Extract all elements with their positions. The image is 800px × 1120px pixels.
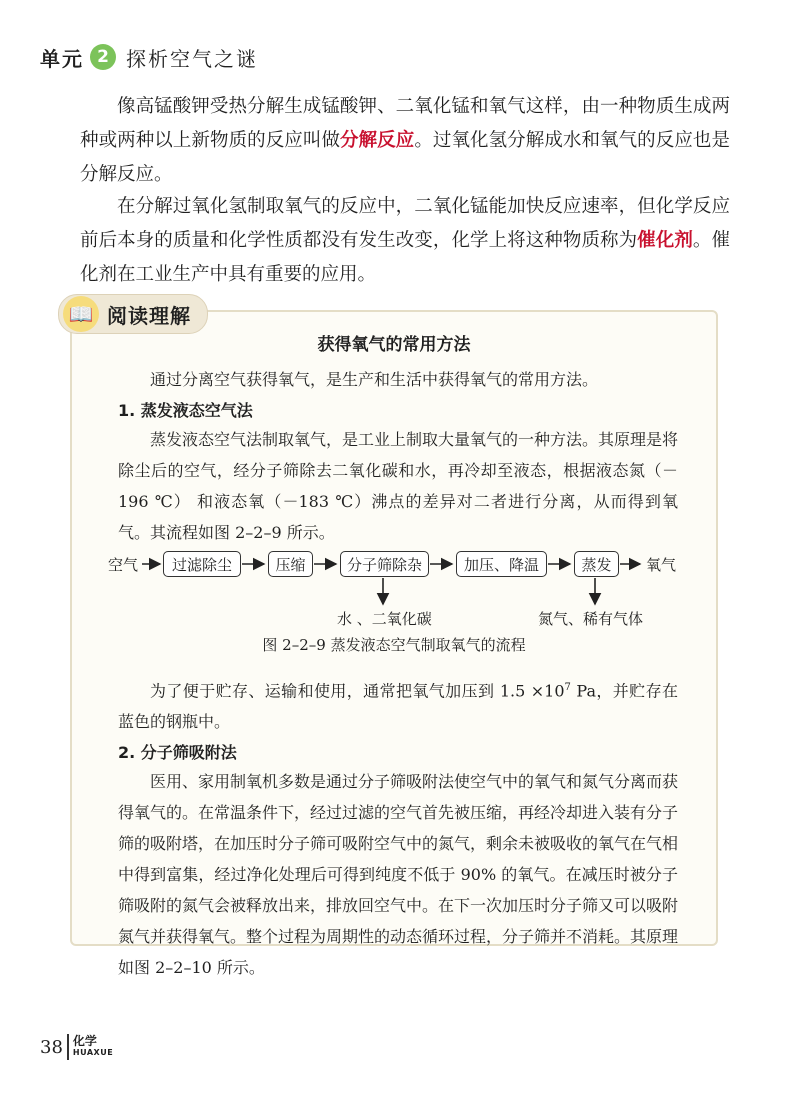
book-reading-icon: 📖 — [63, 296, 99, 332]
unit-number-badge: 2 — [90, 44, 116, 70]
subject-pinyin: HUAXUE — [72, 1048, 114, 1057]
flow-step-molecular-sieve: 分子筛除杂 — [340, 551, 429, 577]
page-number: 38 — [40, 1036, 63, 1058]
storage-text — [118, 672, 678, 737]
unit-header — [40, 40, 258, 74]
subject-label — [73, 1035, 113, 1059]
flow-step-pressurize-cool: 加压、降温 — [456, 551, 547, 577]
page-footer — [40, 1034, 113, 1060]
flow-byproduct-water-co2: 水 、二氧化碳 — [337, 610, 432, 628]
figure-caption: 图 2–2–9 蒸发液态空气制取氧气的流程 — [262, 636, 526, 654]
section-1-title: 1. 蒸发液态空气法 — [118, 401, 253, 420]
paragraph-text: 。过氧化氢分解成水和氧气的反应也是分解反应。 — [80, 130, 730, 185]
storage-exponent: 7 — [564, 682, 571, 693]
flow-start-air: 空气 — [108, 556, 139, 574]
reading-tab-label: 阅读理解 — [107, 303, 191, 328]
storage-text-b: Pa，并贮存在蓝色的钢瓶中。 — [118, 681, 678, 732]
term-catalyst: 催化剂 — [637, 230, 693, 251]
term-decomposition-reaction: 分解反应 — [340, 130, 415, 151]
reading-intro: 通过分离空气获得氧气，是生产和生活中获得氧气的常用方法。 — [150, 370, 599, 389]
flow-byproduct-nitrogen: 氮气、稀有气体 — [538, 610, 644, 628]
reading-box — [70, 310, 718, 977]
footer-divider — [67, 1034, 69, 1060]
storage-text-a: 为了便于贮存、运输和使用，通常把氧气加压到 1.5 ×10 — [150, 681, 565, 701]
paragraph-decomposition — [80, 90, 730, 192]
unit-title: 探析空气之谜 — [126, 46, 258, 71]
unit-label: 单元 — [40, 46, 84, 71]
paragraph-text: 。催化剂在工业生产中具有重要的应用。 — [80, 230, 730, 285]
paragraph-text: 像高锰酸钾受热分解生成锰酸钾、二氧化锰和氧气这样，由一种物质生成两种或两种以上新物质的反应叫做 — [80, 96, 730, 151]
paragraph-catalyst — [80, 190, 730, 292]
flow-step-filter: 过滤除尘 — [163, 551, 241, 577]
reading-tab — [58, 294, 208, 334]
section-2-title: 2. 分子筛吸附法 — [118, 743, 237, 762]
section-1-text: 蒸发液态空气法制取氧气，是工业上制取大量氧气的一种方法。其原理是将除尘后的空气，经分子筛除去二氧化碳和水，再冷却至液态，根据液态氮（－196 ℃） 和液态氧（－183 ℃）沸点的差异对二者进行分离，从而得到氧气。其流程如图 2–2–9 所示。 — [118, 430, 679, 542]
reading-title: 获得氧气的常用方法 — [317, 335, 471, 355]
flow-step-evaporate: 蒸发 — [574, 551, 619, 577]
section-2-text: 医用、家用制氧机多数是通过分子筛吸附法使空气中的氧气和氮气分离而获得氧气的。在常温条件下，经过过滤的空气首先被压缩，再经冷却进入装有分子筛的吸附塔，在加压时分子筛可吸附空气中的氮气，剩余未被吸收的氧气在气相中得到富集，经过净化处理后可得到纯度不低于 90% 的氧气。在减压时被分子筛吸附的氮气会被释放出来，排放回空气中。在下一次加压时分子筛又可以吸附氮气并获得氧气。整个过程为周期性的动态循环过程，分子筛并不消耗。其原理如图 2–2–10 所示。 — [118, 772, 679, 977]
subject-chinese: 化学 — [72, 1034, 97, 1048]
flow-step-compress: 压缩 — [268, 551, 313, 577]
paragraph-text: 在分解过氧化氢制取氧气的反应中，二氧化锰能加快反应速率，但化学反应前后本身的质量和化学性质都没有发生改变，化学上将这种物质称为 — [80, 196, 730, 251]
flow-end-oxygen: 氧气 — [646, 556, 677, 574]
